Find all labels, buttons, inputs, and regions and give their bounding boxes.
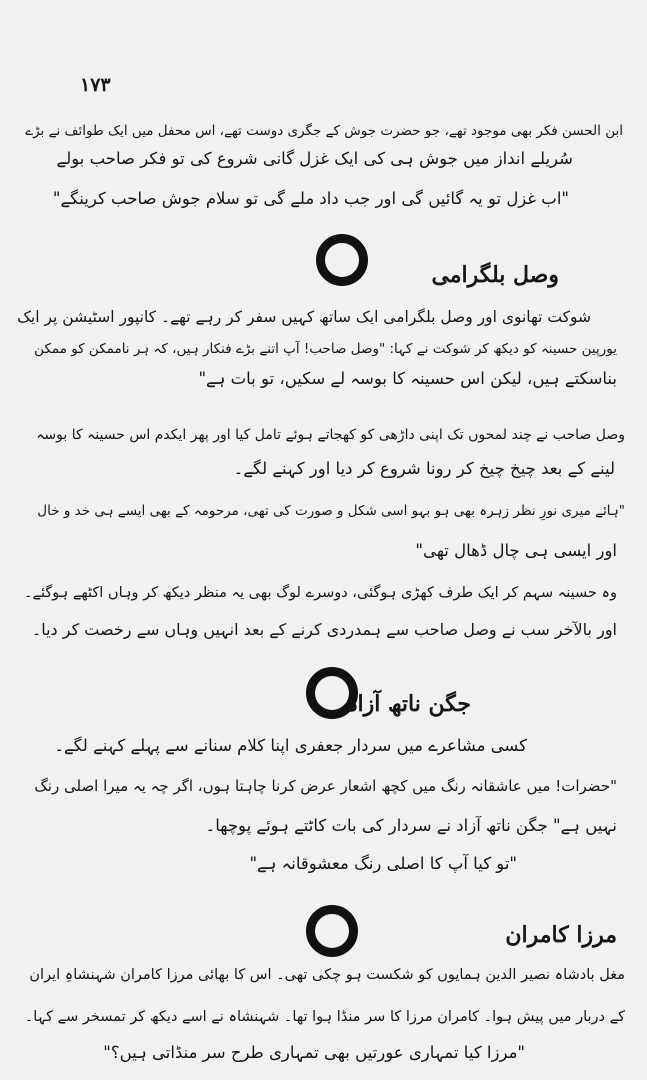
paragraph-line: اور ایسی ہی چال ڈھال تھی" bbox=[415, 541, 617, 560]
paragraph-line: وہ حسینہ سہم کر ایک طرف کھڑی ہوگئی، دوسرے لوگ بھی یہ منظر دیکھ کر وہاں اکٹھے ہوگئے۔ bbox=[23, 585, 617, 601]
paragraph-line: "مرزا کیا تمہاری عورتیں بھی تمہاری طرح سر منڈاتی ہیں؟" bbox=[103, 1043, 525, 1062]
paragraph-line: بناسکتے ہیں، لیکن اس حسینہ کا بوسہ لے سکیں، تو بات ہے" bbox=[198, 369, 617, 388]
section-heading: مرزا کامران bbox=[505, 922, 617, 948]
intro-line: سُریلے انداز میں جوش ہی کی ایک غزل گانی شروع کی تو فکر صاحب بولے bbox=[56, 149, 573, 168]
section-heading: وصل بلگرامی bbox=[431, 262, 559, 288]
page-number: ۱۷۳ bbox=[80, 74, 111, 96]
paragraph-line: اور بالآخر سب نے وصل صاحب سے ہمدردی کرنے کے بعد انہیں وہاں سے رخصت کر دیا۔ bbox=[31, 620, 617, 639]
section-bullet-icon bbox=[316, 234, 368, 286]
section-heading: جگن ناتھ آزاد bbox=[347, 691, 471, 717]
section-bullet-icon bbox=[306, 905, 358, 957]
paragraph-line: وصل صاحب نے چند لمحوں تک اپنی داڑھی کو کھجاتے ہوئے تامل کیا اور پھر ایکدم اس حسینہ کا بوسہ bbox=[36, 427, 625, 443]
paragraph-line: کے دربار میں پیش ہوا۔ کامران مرزا کا سر منڈا ہوا تھا۔ شہنشاہ نے اسے دیکھ کر تمسخر سے کہا۔ bbox=[24, 1009, 625, 1025]
paragraph-line: لینے کے بعد چیخ چیخ کر رونا شروع کر دیا اور کہنے لگے۔ bbox=[233, 459, 615, 478]
intro-line: ابن الحسن فکر بھی موجود تھے، جو حضرت جوش کے جگری دوست تھے، اس محفل میں ایک طوائف نے بڑے bbox=[25, 123, 623, 139]
paragraph-line: یورپین حسینہ کو دیکھ کر شوکت نے کہا: "وصل صاحب! آپ اتنے بڑے فنکار ہیں، کہ ہر ناممکن کو ممکن bbox=[34, 341, 617, 357]
intro-line: "اب غزل تو یہ گائیں گی اور جب داد ملے گی تو سلام جوش صاحب کرینگے" bbox=[52, 189, 569, 208]
paragraph-line: کسی مشاعرے میں سردار جعفری اپنا کلام سنانے سے پہلے کہنے لگے۔ bbox=[54, 736, 527, 755]
paragraph-line: نہیں ہے" جگن ناتھ آزاد نے سردار کی بات کاٹتے ہوئے پوچھا۔ bbox=[205, 816, 617, 835]
paragraph-line: "حضرات! میں عاشقانہ رنگ میں کچھ اشعار عرض کرنا چاہتا ہوں، اگر چہ یہ میرا اصلی رنگ bbox=[34, 777, 617, 795]
paragraph-line: مغل بادشاہ نصیر الدین ہمایوں کو شکست ہو چکی تھی۔ اس کا بھائی مرزا کامران شہنشاہِ ایران bbox=[29, 967, 625, 983]
paragraph-line: "تو کیا آپ کا اصلی رنگ معشوقانہ ہے" bbox=[249, 854, 517, 873]
paragraph-line: "ہائے میری نورِ نظر زہرہ بھی ہو بہو اسی شکل و صورت کی تھی، مرحومہ کے بھی ایسے ہی خد و خال bbox=[37, 503, 625, 519]
paragraph-line: شوکت تھانوی اور وصل بلگرامی ایک ساتھ کہیں سفر کر رہے تھے۔ کانپور اسٹیشن پر ایک bbox=[17, 308, 591, 326]
